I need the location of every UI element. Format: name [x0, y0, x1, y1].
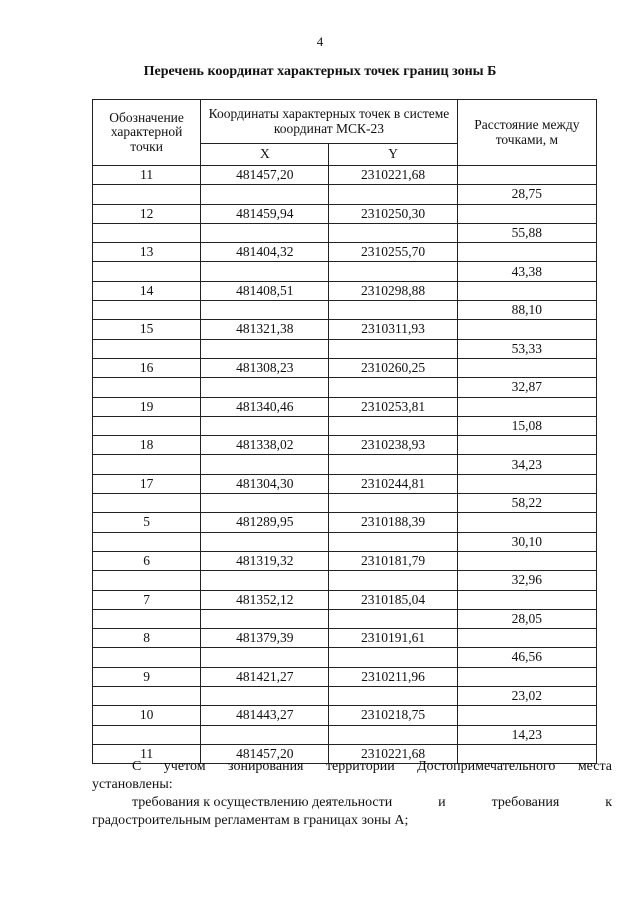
cell-empty	[329, 687, 457, 706]
cell-point-id: 14	[93, 281, 201, 300]
cell-point-id: 17	[93, 474, 201, 493]
cell-y: 2310298,88	[329, 281, 457, 300]
header-point: Обозначение характерной точки	[93, 100, 201, 166]
cell-x: 481319,32	[201, 551, 329, 570]
word: к	[605, 795, 612, 810]
table-row-distance	[93, 416, 597, 435]
header-distance: Расстояние между точками, м	[457, 100, 596, 166]
cell-empty	[93, 223, 201, 242]
table-row-point	[93, 551, 597, 570]
cell-distance: 14,23	[457, 725, 596, 744]
table-row-point	[93, 358, 597, 377]
paragraph-requirements	[92, 794, 612, 830]
cell-distance-empty	[457, 474, 596, 493]
paragraph-zoning-line1	[92, 758, 612, 776]
cell-point-id: 18	[93, 436, 201, 455]
table-row-point	[93, 281, 597, 300]
table-row-distance	[93, 609, 597, 628]
cell-point-id: 11	[93, 744, 201, 763]
cell-empty	[329, 301, 457, 320]
cell-empty	[329, 648, 457, 667]
word: и	[438, 795, 446, 810]
cell-distance-empty	[457, 358, 596, 377]
cell-empty	[329, 223, 457, 242]
cell-y: 2310311,93	[329, 320, 457, 339]
word: требования	[491, 795, 560, 810]
cell-y: 2310185,04	[329, 590, 457, 609]
cell-y: 2310221,68	[329, 166, 457, 185]
cell-distance-empty	[457, 166, 596, 185]
table-row-distance	[93, 571, 597, 590]
table-row-point	[93, 629, 597, 648]
paragraph-zoning	[92, 758, 612, 794]
cell-distance: 32,87	[457, 378, 596, 397]
cell-distance: 30,10	[457, 532, 596, 551]
table-row-distance	[93, 532, 597, 551]
table-row-distance	[93, 339, 597, 358]
cell-y: 2310218,75	[329, 706, 457, 725]
table-row-distance	[93, 725, 597, 744]
table-row-point	[93, 204, 597, 223]
cell-empty	[201, 262, 329, 281]
cell-point-id: 12	[93, 204, 201, 223]
cell-distance: 88,10	[457, 301, 596, 320]
word: территории	[325, 759, 395, 774]
page-number: 4	[316, 34, 324, 49]
cell-distance: 53,33	[457, 339, 596, 358]
table-row-distance	[93, 262, 597, 281]
document-title: Перечень координат характерных точек границ зоны Б	[143, 64, 497, 79]
cell-empty	[329, 339, 457, 358]
word: требования к осуществлению деятельности	[132, 795, 393, 810]
cell-point-id: 6	[93, 551, 201, 570]
table-row-distance	[93, 455, 597, 474]
word: С	[132, 759, 142, 774]
table-body	[93, 166, 597, 764]
cell-x: 481408,51	[201, 281, 329, 300]
cell-empty	[93, 571, 201, 590]
table-row-distance	[93, 223, 597, 242]
table-row-point	[93, 474, 597, 493]
cell-y: 2310221,68	[329, 744, 457, 763]
cell-distance-empty	[457, 551, 596, 570]
cell-point-id: 5	[93, 513, 201, 532]
table-row-point	[93, 166, 597, 185]
cell-empty	[93, 185, 201, 204]
cell-y: 2310211,96	[329, 667, 457, 686]
cell-distance-empty	[457, 320, 596, 339]
cell-empty	[93, 301, 201, 320]
cell-y: 2310181,79	[329, 551, 457, 570]
cell-empty	[201, 725, 329, 744]
cell-point-id: 15	[93, 320, 201, 339]
cell-y: 2310191,61	[329, 629, 457, 648]
cell-x: 481352,12	[201, 590, 329, 609]
cell-x: 481457,20	[201, 744, 329, 763]
table-row-point	[93, 436, 597, 455]
cell-x: 481308,23	[201, 358, 329, 377]
cell-empty	[93, 378, 201, 397]
cell-empty	[329, 378, 457, 397]
table-row-distance	[93, 687, 597, 706]
cell-empty	[201, 339, 329, 358]
cell-distance: 28,05	[457, 609, 596, 628]
cell-x: 481459,94	[201, 204, 329, 223]
cell-distance-empty	[457, 706, 596, 725]
cell-empty	[201, 455, 329, 474]
header-coordinates: Координаты характерных точек в системе координат МСК-23	[201, 100, 458, 144]
cell-distance-empty	[457, 243, 596, 262]
table-row-point	[93, 513, 597, 532]
cell-empty	[329, 185, 457, 204]
cell-empty	[201, 378, 329, 397]
cell-x: 481321,38	[201, 320, 329, 339]
cell-empty	[329, 455, 457, 474]
cell-empty	[201, 494, 329, 513]
cell-y: 2310188,39	[329, 513, 457, 532]
table-row-point	[93, 667, 597, 686]
cell-distance-empty	[457, 204, 596, 223]
cell-distance-empty	[457, 281, 596, 300]
paragraph-requirements-line2: градостроительным регламентам в границах зоны А;	[92, 813, 409, 829]
cell-empty	[201, 301, 329, 320]
cell-point-id: 9	[93, 667, 201, 686]
paragraph-zoning-line2: установлены:	[92, 777, 173, 793]
cell-empty	[329, 416, 457, 435]
word: Достопримечательного	[417, 759, 556, 774]
table-row-point	[93, 243, 597, 262]
cell-empty	[201, 571, 329, 590]
cell-distance: 34,23	[457, 455, 596, 474]
cell-empty	[329, 609, 457, 628]
cell-empty	[201, 532, 329, 551]
table-row-point	[93, 706, 597, 725]
table-row-distance	[93, 494, 597, 513]
cell-x: 481404,32	[201, 243, 329, 262]
cell-distance-empty	[457, 397, 596, 416]
table-row-distance	[93, 185, 597, 204]
cell-distance-empty	[457, 513, 596, 532]
cell-empty	[93, 725, 201, 744]
cell-empty	[201, 416, 329, 435]
cell-empty	[201, 223, 329, 242]
cell-point-id: 16	[93, 358, 201, 377]
table-row-point	[93, 320, 597, 339]
cell-x: 481340,46	[201, 397, 329, 416]
cell-distance: 32,96	[457, 571, 596, 590]
cell-distance: 23,02	[457, 687, 596, 706]
paragraph-requirements-line1	[92, 794, 612, 812]
cell-x: 481338,02	[201, 436, 329, 455]
cell-empty	[201, 687, 329, 706]
table-row-point	[93, 590, 597, 609]
cell-x: 481421,27	[201, 667, 329, 686]
table-row-distance	[93, 301, 597, 320]
word: места	[577, 759, 612, 774]
cell-distance: 55,88	[457, 223, 596, 242]
cell-empty	[201, 609, 329, 628]
cell-empty	[329, 725, 457, 744]
cell-x: 481304,30	[201, 474, 329, 493]
cell-empty	[201, 648, 329, 667]
cell-empty	[93, 609, 201, 628]
cell-empty	[93, 687, 201, 706]
cell-empty	[201, 185, 329, 204]
cell-distance-empty	[457, 667, 596, 686]
cell-empty	[329, 262, 457, 281]
header-x: X	[201, 144, 329, 166]
cell-y: 2310255,70	[329, 243, 457, 262]
cell-distance-empty	[457, 436, 596, 455]
cell-empty	[93, 648, 201, 667]
cell-distance: 28,75	[457, 185, 596, 204]
cell-distance: 15,08	[457, 416, 596, 435]
cell-x: 481443,27	[201, 706, 329, 725]
cell-point-id: 10	[93, 706, 201, 725]
cell-empty	[93, 532, 201, 551]
table-row-distance	[93, 648, 597, 667]
coordinates-table	[92, 99, 597, 764]
cell-y: 2310253,81	[329, 397, 457, 416]
cell-x: 481289,95	[201, 513, 329, 532]
cell-empty	[329, 571, 457, 590]
cell-point-id: 19	[93, 397, 201, 416]
table-row-distance	[93, 378, 597, 397]
word: учетом	[163, 759, 206, 774]
cell-empty	[93, 339, 201, 358]
cell-empty	[93, 262, 201, 281]
cell-y: 2310250,30	[329, 204, 457, 223]
cell-distance-empty	[457, 629, 596, 648]
cell-empty	[93, 494, 201, 513]
cell-y: 2310260,25	[329, 358, 457, 377]
cell-x: 481457,20	[201, 166, 329, 185]
cell-x: 481379,39	[201, 629, 329, 648]
cell-point-id: 7	[93, 590, 201, 609]
cell-empty	[329, 532, 457, 551]
cell-distance: 58,22	[457, 494, 596, 513]
cell-point-id: 13	[93, 243, 201, 262]
cell-point-id: 11	[93, 166, 201, 185]
word: зонирования	[228, 759, 304, 774]
cell-empty	[93, 416, 201, 435]
table-row-point	[93, 397, 597, 416]
header-y: Y	[329, 144, 457, 166]
cell-point-id: 8	[93, 629, 201, 648]
cell-empty	[329, 494, 457, 513]
cell-distance: 46,56	[457, 648, 596, 667]
cell-y: 2310244,81	[329, 474, 457, 493]
cell-distance-empty	[457, 590, 596, 609]
cell-distance: 43,38	[457, 262, 596, 281]
cell-y: 2310238,93	[329, 436, 457, 455]
cell-empty	[93, 455, 201, 474]
